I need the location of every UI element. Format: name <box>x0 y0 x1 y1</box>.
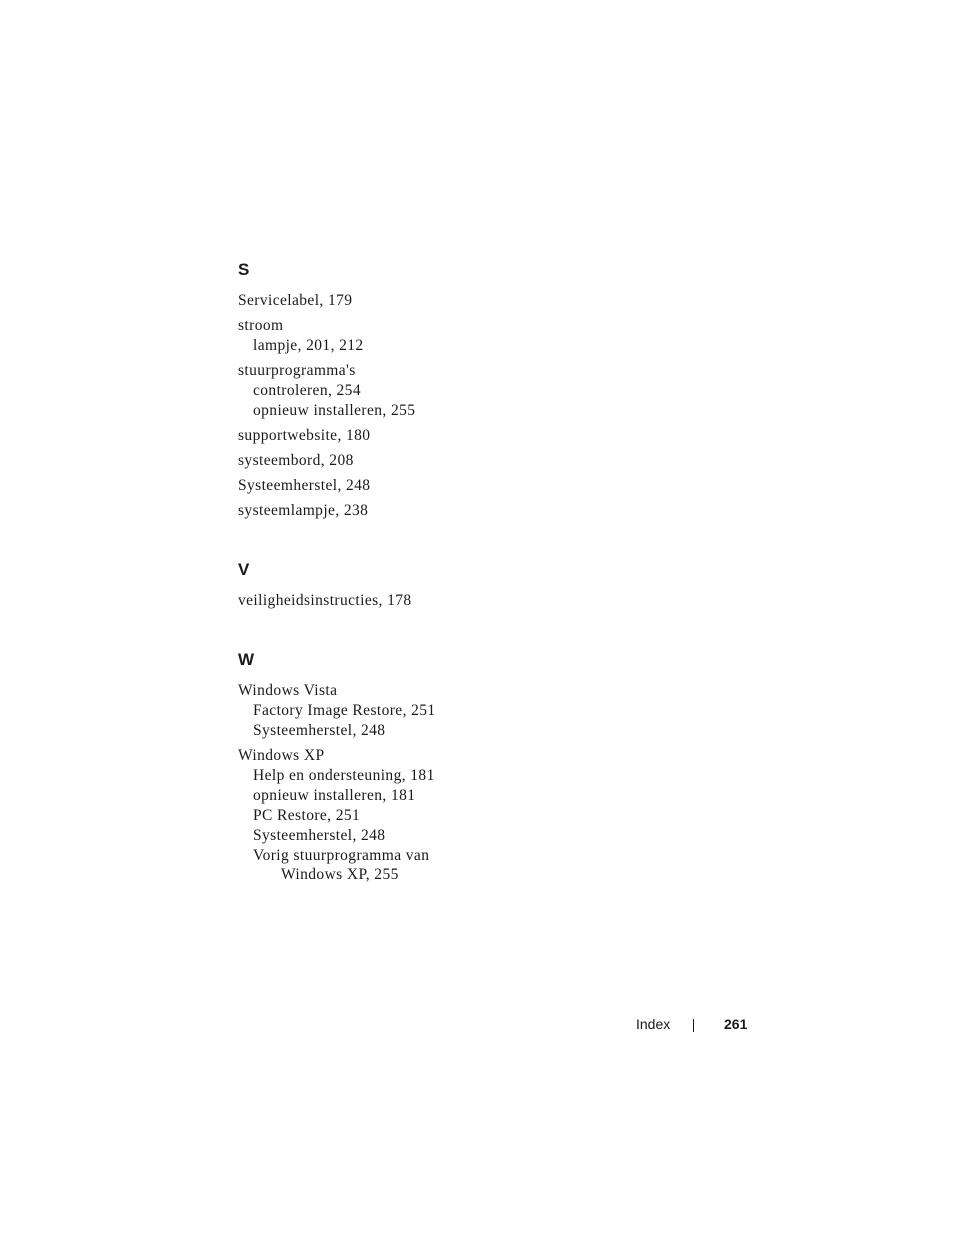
entry-main: Windows Vista <box>238 682 338 699</box>
entry-main: stuurprogramma's <box>238 362 356 379</box>
sub-entry: opnieuw installeren, 255 <box>253 402 416 419</box>
index-entry <box>238 291 658 311</box>
sub-entry: Vorig stuurprogramma van <box>253 847 430 864</box>
sub-entry: opnieuw installeren, 181 <box>253 787 416 804</box>
index-entry <box>238 746 658 883</box>
index-section-v <box>238 555 658 611</box>
entry-main: Servicelabel, 179 <box>238 292 353 309</box>
section-letter: S <box>238 260 250 279</box>
index-entry <box>238 316 658 356</box>
page-number: 261 <box>724 1016 748 1032</box>
entry-main: supportwebsite, 180 <box>238 427 371 444</box>
entry-main: systeemlampje, 238 <box>238 502 369 519</box>
sub-entry: Factory Image Restore, 251 <box>253 702 436 719</box>
entry-main: Systeemherstel, 248 <box>238 477 371 494</box>
index-entry <box>238 501 658 521</box>
section-letter: W <box>238 650 255 669</box>
sub-entry: PC Restore, 251 <box>253 807 361 824</box>
index-entry <box>238 426 658 446</box>
index-entry <box>238 361 658 421</box>
sub-entry-continuation: Windows XP, 255 <box>281 866 399 883</box>
index-section-w <box>238 645 658 883</box>
entry-main: veiligheidsinstructies, 178 <box>238 592 412 609</box>
sub-entry: Systeemherstel, 248 <box>253 722 386 739</box>
index-section-s <box>238 255 658 521</box>
section-letter: V <box>238 560 250 579</box>
entry-main: stroom <box>238 317 284 334</box>
footer-section-label: Index <box>636 1016 671 1032</box>
index-entry <box>238 476 658 496</box>
index-entry <box>238 681 658 741</box>
footer-divider <box>693 1019 694 1032</box>
index-column <box>238 255 658 917</box>
page-footer <box>0 1014 954 1036</box>
index-entry <box>238 451 658 471</box>
index-entry <box>238 591 658 611</box>
sub-entry: controleren, 254 <box>253 382 361 399</box>
sub-entry: lampje, 201, 212 <box>253 337 364 354</box>
sub-entry: Help en ondersteuning, 181 <box>253 767 435 784</box>
entry-main: systeembord, 208 <box>238 452 354 469</box>
entry-main: Windows XP <box>238 747 325 764</box>
sub-entry: Systeemherstel, 248 <box>253 827 386 844</box>
